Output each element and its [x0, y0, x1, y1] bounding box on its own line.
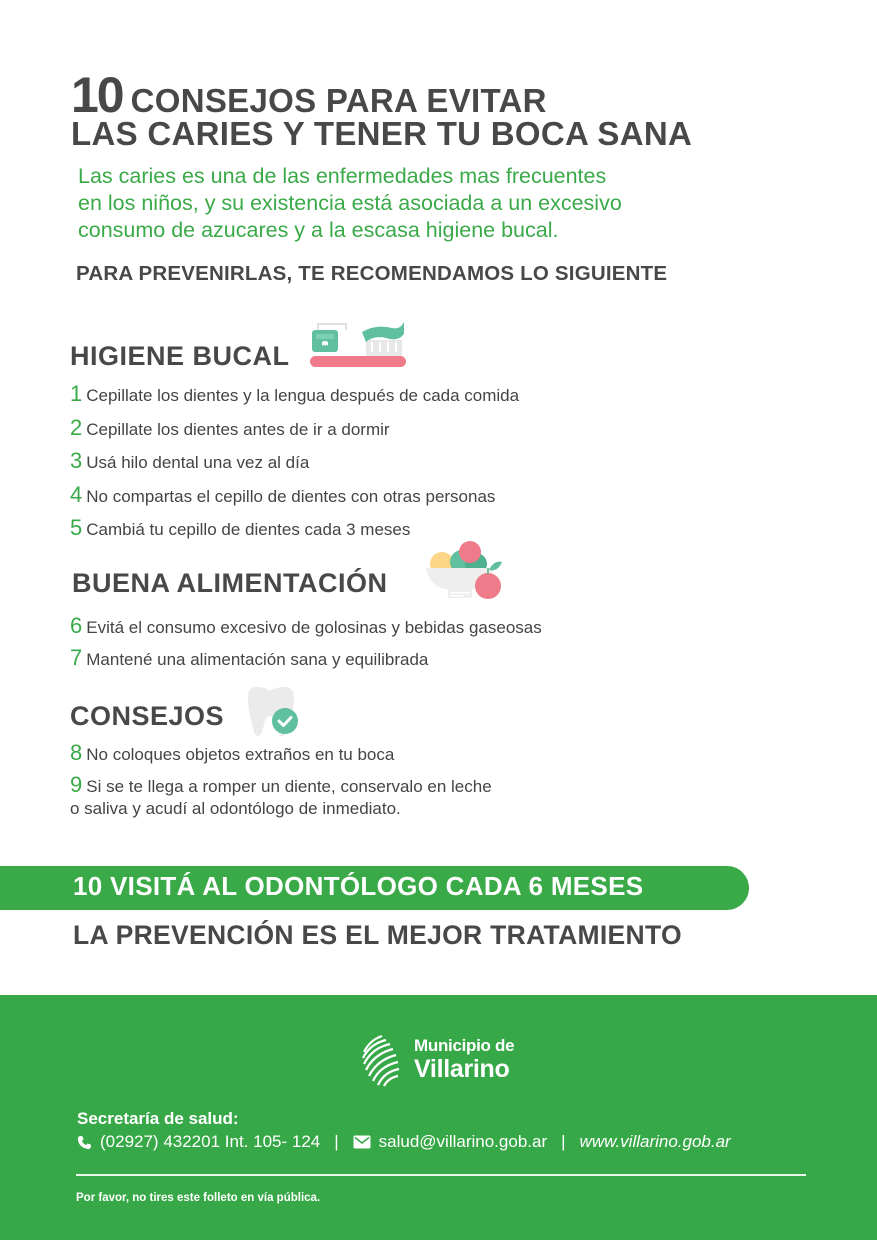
- phone-number: (02927) 432201 Int. 105- 124: [100, 1132, 321, 1151]
- footer-divider: [76, 1174, 806, 1176]
- list-item-continuation: o saliva y acudí al odontólogo de inmediato.: [70, 799, 401, 818]
- intro-line: consumo de azucares y a la escasa higiene bucal.: [78, 218, 559, 242]
- section-title-higiene-bucal: HIGIENE BUCAL: [70, 341, 290, 371]
- list-item: 6 Evitá el consumo excesivo de golosinas y bebidas gaseosas: [70, 613, 542, 638]
- subheading: PARA PREVENIRLAS, TE RECOMENDAMOS LO SIGUIENTE: [76, 262, 668, 285]
- title-line-2: LAS CARIES Y TENER TU BOCA SANA: [71, 115, 693, 152]
- motto: LA PREVENCIÓN ES EL MEJOR TRATAMIENTO: [73, 920, 682, 950]
- email-link[interactable]: salud@villarino.gob.ar: [378, 1132, 548, 1151]
- list-item: 5 Cambiá tu cepillo de dientes cada 3 meses: [70, 515, 411, 540]
- food-bowl-icon: [424, 540, 506, 604]
- toothbrush-floss-icon: [306, 320, 406, 372]
- list-item: 3 Usá hilo dental una vez al día: [70, 448, 310, 473]
- logo-line-2: Villarino: [414, 1055, 510, 1083]
- list-item: 1 Cepillate los dientes y la lengua después de cada comida: [70, 381, 520, 406]
- section-title-consejos: CONSEJOS: [70, 701, 225, 731]
- list-item: 7 Mantené una alimentación sana y equilibrada: [70, 645, 429, 670]
- contact-line: [77, 1132, 731, 1152]
- logo-line-1: Municipio de: [414, 1036, 515, 1055]
- list-item: 8 No coloques objetos extraños en tu boca: [70, 740, 395, 765]
- secretaria-label: Secretaría de salud:: [77, 1109, 239, 1128]
- intro-paragraph: [78, 163, 778, 244]
- list-item: 2 Cepillate los dientes antes de ir a dormir: [70, 415, 390, 440]
- website-link[interactable]: www.villarino.gob.ar: [579, 1132, 731, 1151]
- list-item: 9 Si se te llega a romper un diente, conservalo en leche: [70, 772, 492, 797]
- title-number: 10: [71, 67, 123, 123]
- villarino-logo-icon: [360, 1032, 406, 1088]
- phone-icon: [77, 1135, 92, 1150]
- separator: |: [334, 1132, 339, 1151]
- title-text-1: CONSEJOS PARA EVITAR: [130, 82, 547, 119]
- cta-text: 10 VISITÁ AL ODONTÓLOGO CADA 6 MESES: [73, 871, 644, 901]
- municipality-logo: [414, 1036, 514, 1082]
- separator: |: [561, 1132, 566, 1151]
- intro-line: Las caries es una de las enfermedades mas frecuentes: [78, 164, 607, 188]
- tooth-check-icon: [244, 686, 302, 740]
- intro-line: en los niños, y su existencia está asociada a un excesivo: [78, 191, 622, 215]
- email-icon: [353, 1135, 371, 1149]
- section-title-buena-alimentacion: BUENA ALIMENTACIÓN: [72, 568, 388, 598]
- disclaimer: Por favor, no tires este folleto en vía pública.: [76, 1192, 321, 1204]
- list-item: 4 No compartas el cepillo de dientes con otras personas: [70, 482, 496, 507]
